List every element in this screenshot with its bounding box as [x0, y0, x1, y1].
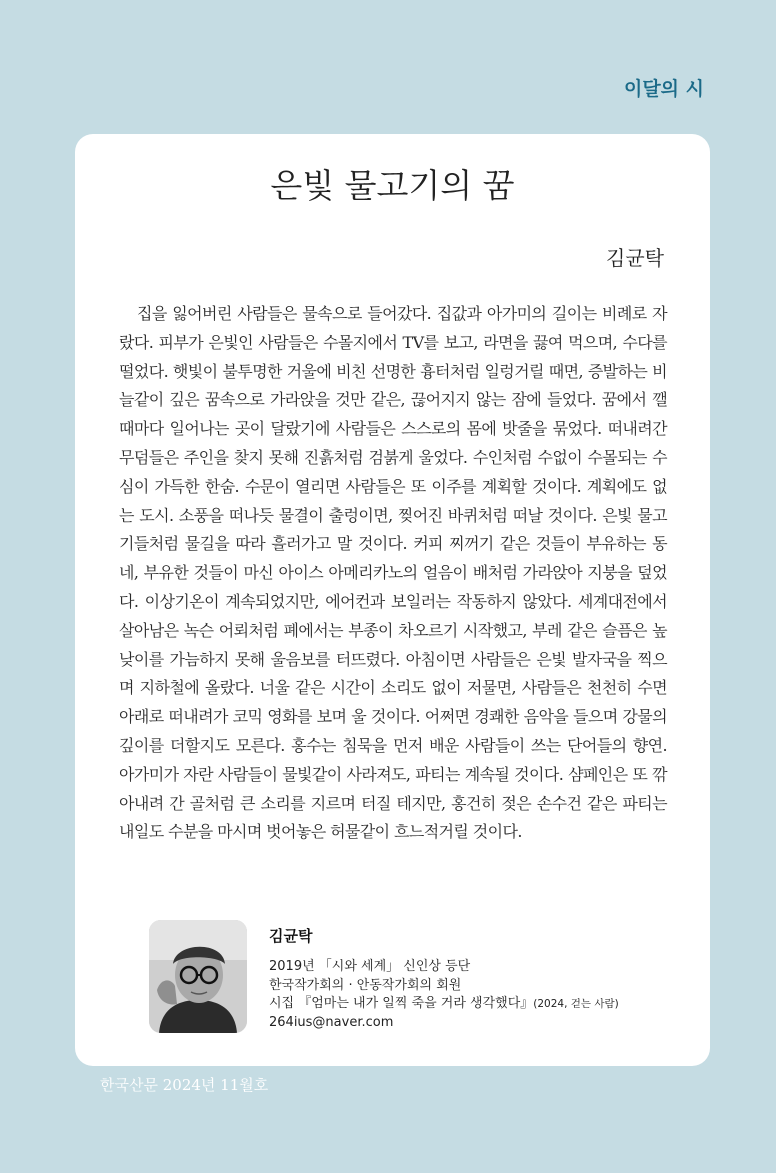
poem-author: 김균탁 — [606, 246, 664, 270]
section-label: 이달의 시 — [623, 78, 704, 100]
bio-book-note: (2024, 걷는 사람) — [533, 998, 619, 1010]
bio-book-title: 시집 『엄마는 내가 일찍 죽을 거라 생각했다』 — [269, 996, 534, 1011]
bio-debut: 2019년 「시와 세계」 신인상 등단 — [269, 959, 471, 974]
bio-name: 김균탁 — [269, 927, 313, 945]
poem-title: 은빛 물고기의 꿈 — [270, 166, 515, 205]
author-photo — [149, 920, 247, 1033]
footer-issue: 한국산문 2024년 11월호 — [100, 1076, 269, 1094]
bio-email: 264ius@naver.com — [269, 1014, 394, 1030]
bio-membership: 한국작가회의 · 안동작가회의 회원 — [269, 977, 462, 993]
poem-body: 집을 잃어버린 사람들은 물속으로 들어갔다. 집값과 아가미의 길이는 비례로 자랐다. 피부가 은빛인 사람들은 수몰지에서 TV를 보고, 라면을 끓여 먹으며, 수다를 떨었다. 햇빛이 불투명한 거울에 비친 선명한 흉터처럼 일렁거릴 때면, 증발하는 비늘같이 깊은 꿈속으로 가라앉을 것만 같은, 끊어지지 않는 잠에 들었다. 꿈에서 깰 때마다 일어나는 곳이 달랐기에 사람들은 스스로의 몸에 밧줄을 묶었다. 떠내려간 무덤들은 주인을 찾지 못해 진흙처럼 검붉게 울었다. 수인처럼 수없이 수몰되는 수심이 가득한 한숨. 수문이 열리면 사람들은 또 이주를 계획할 것이다. 계획에도 없는 도시. 소풍을 떠나듯 물결이 출렁이면, 찢어진 바퀴처럼 떠날 것이다. 은빛 물고기들처럼 물길을 따라 흘러가고 말 것이다. 커피 찌꺼기 같은 것들이 부유하는 동네, 부유한 것들이 마신 아이스 아메리카노의 얼음이 배처럼 가라앉아 지붕을 덮었다. 이상기온이 계속되었지만, 에어컨과 보일러는 작동하지 않았다. 세계대전에서 살아남은 녹슨 어뢰처럼 폐에서는 부종이 차오르기 시작했고, 부레 같은 슬픔은 높낮이를 가늠하지 못해 울음보를 터뜨렸다. 아침이면 사람들은 은빛 발자국을 찍으며 지하철에 올랐다. 너울 같은 시간이 소리도 없이 저물면, 사람들은 천천히 수면 아래로 떠내려가 코믹 영화를 보며 울 것이다. 어쩌면 경쾌한 음악을 들으며 강물의 깊이를 더할지도 모른다. 홍수는 침묵을 먼저 배운 사람들이 쓰는 단어들의 향연. 아가미가 자란 사람들이 물빛같이 사라져도, 파티는 계속될 것이다. 샴페인은 또 깎아내려 간 골처럼 큰 소리를 지르며 터질 테지만, 홍건히 젖은 손수건 같은 파티는 내일도 수분을 마시며 벗어놓은 허물같이 흐느적거릴 것이다. — [119, 304, 667, 842]
author-portrait-image — [149, 920, 247, 1033]
bio-book — [269, 995, 689, 1014]
poem-card — [75, 134, 710, 1066]
bio-details — [269, 958, 689, 1032]
